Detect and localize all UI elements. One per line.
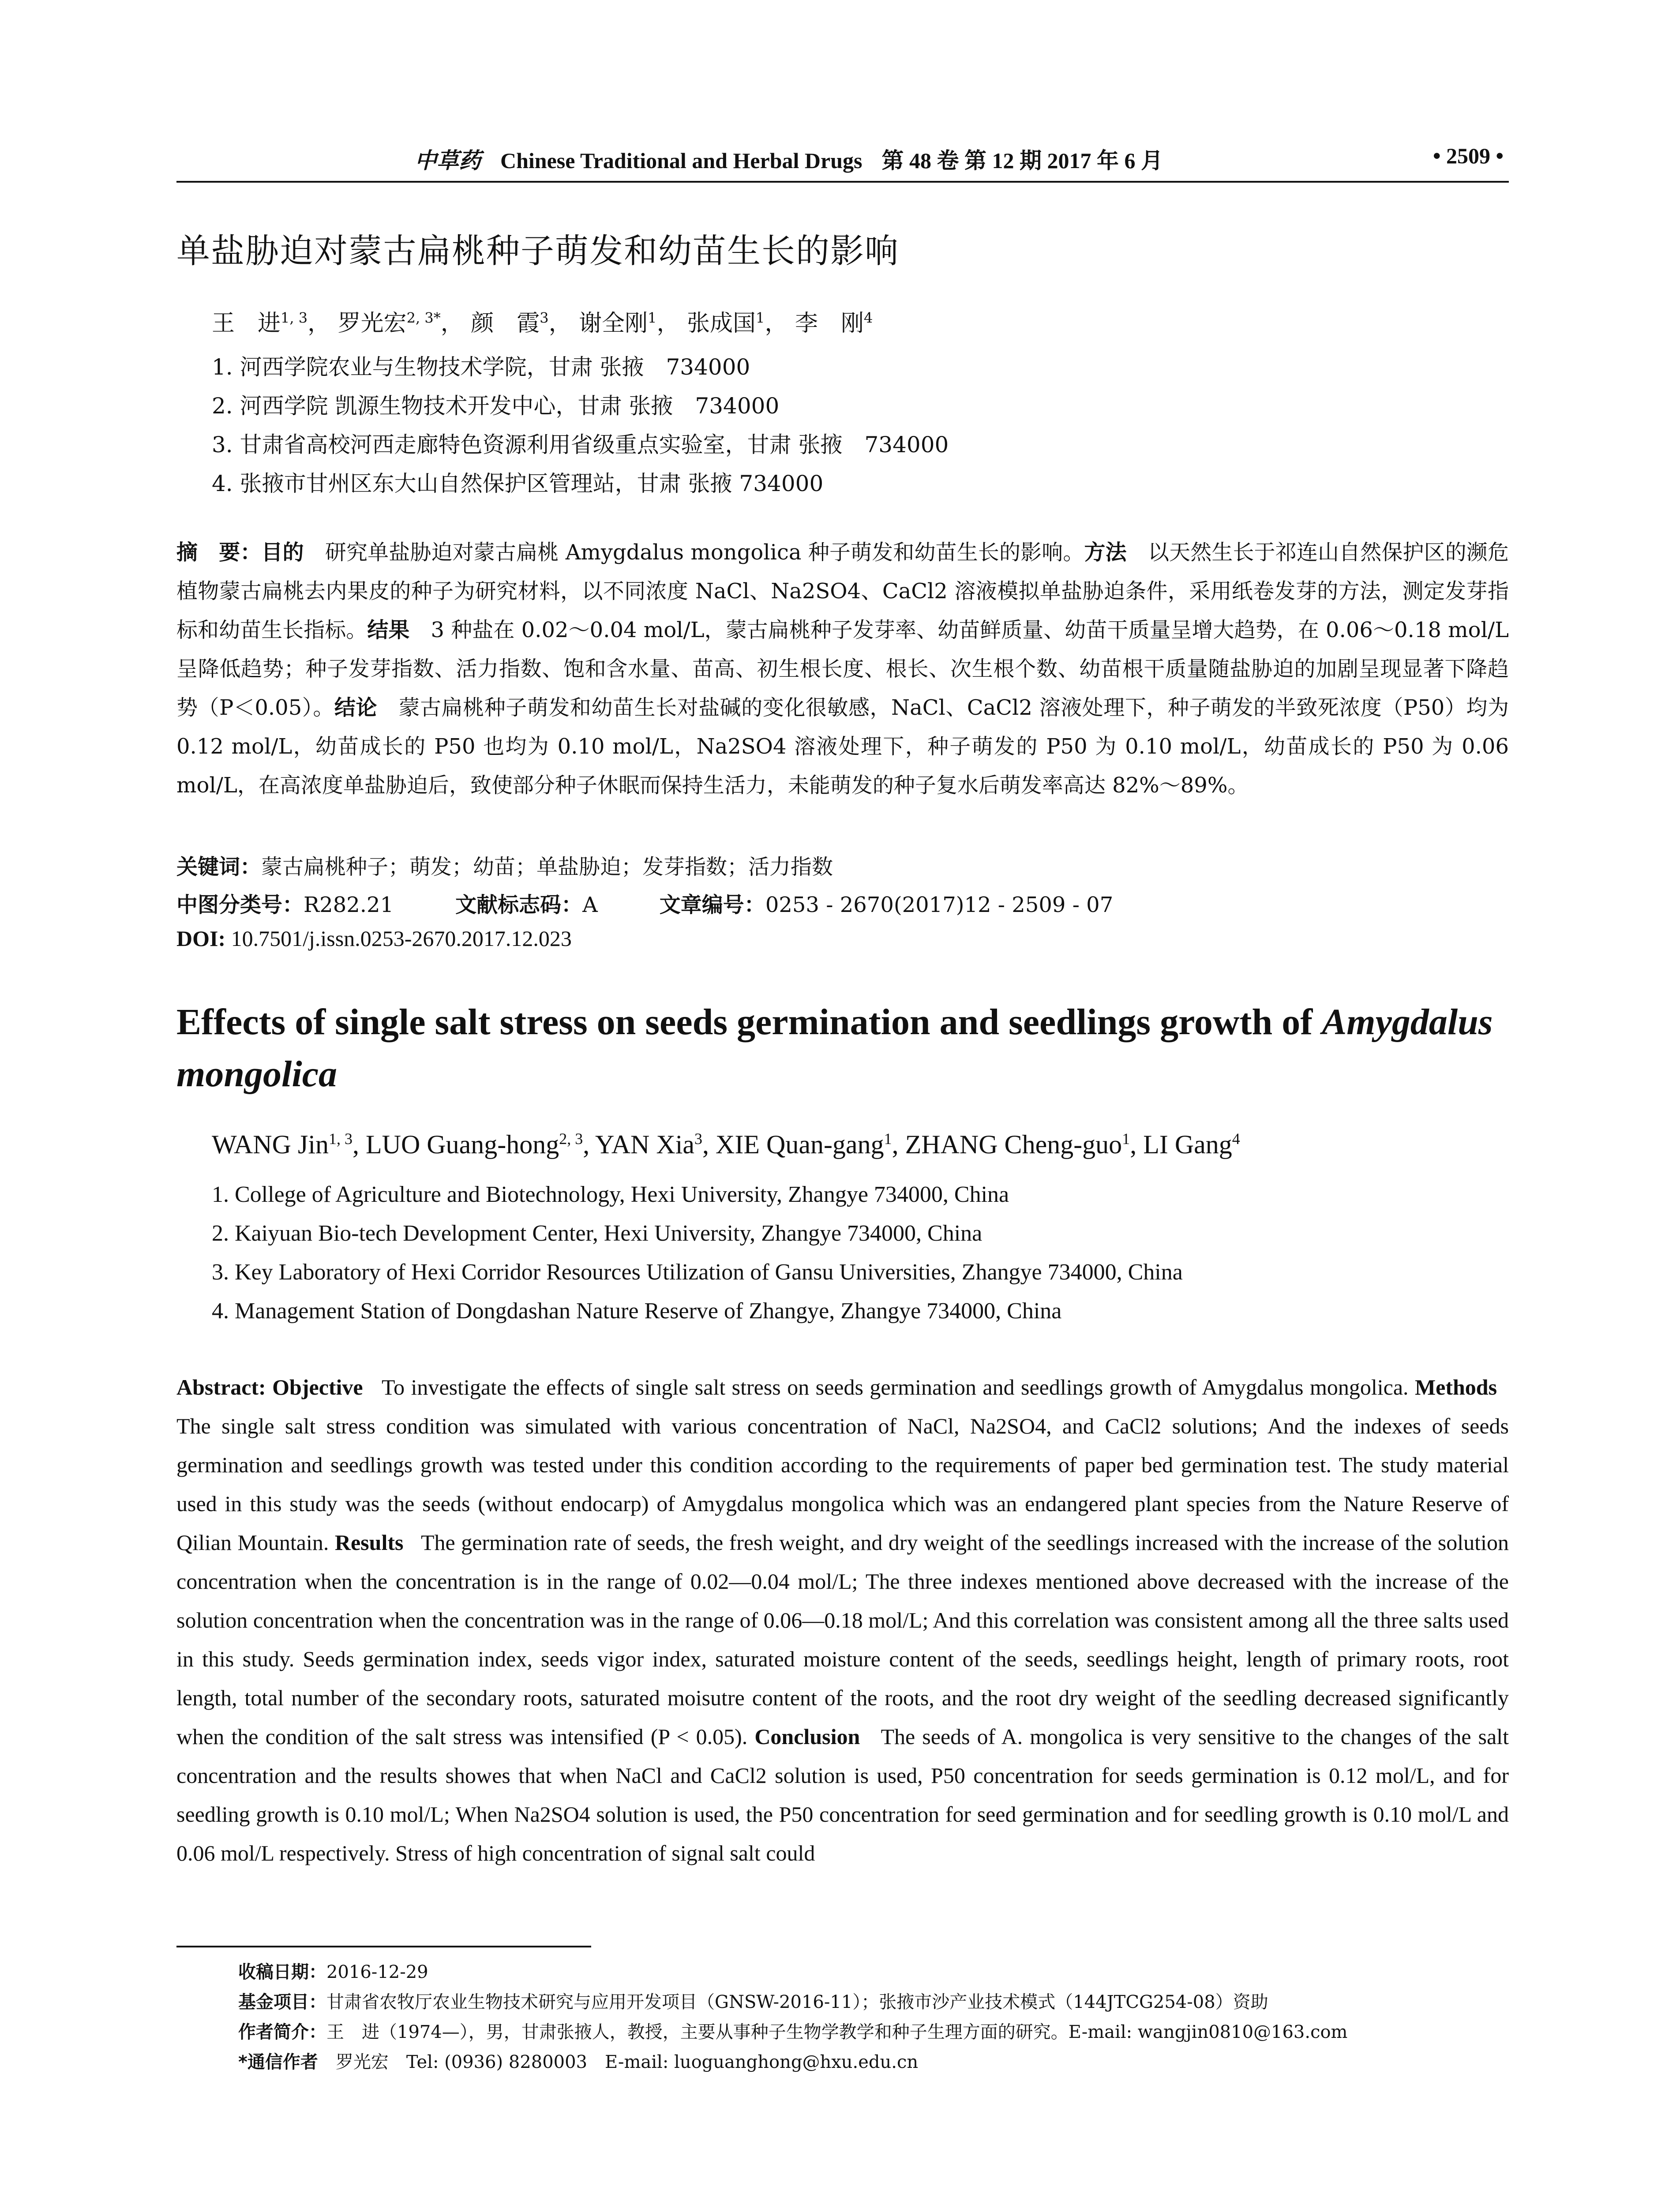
author-cn: 罗光宏 (338, 310, 407, 337)
footnote-label: 基金项目： (238, 1992, 326, 2012)
title-en (176, 996, 1509, 1100)
results-en: The germination rate of seeds, the fresh weight, and dry weight of the seedlings increased with the increase of the solution concentration when the concentration is in the range of 0.02—0.04 mol/L; The three indexes mentioned above decreased with the increase of the solution concentration when the concentration was in the range of 0.06—0.18 mol/L; And this correlation was consistent among all the three salts used in this study. Seeds germination index, seeds vigor index, saturated moisture content of the seeds, seedlings height, length of primary roots, root length, total number of the secondary roots, saturated moisutre content of the roots, and the root dry weight of the seedling decreased significantly when the condition of the salt stress was intensified (P < 0.05). (176, 1530, 1509, 1749)
journal-name-en: Chinese Traditional and Herbal Drugs (500, 148, 862, 173)
footnote-text: 2016-12-29 (326, 1962, 428, 1982)
doc-code-label: 文献标志码： (455, 893, 583, 917)
author-cn: 颜 霞 (471, 310, 540, 337)
author-affil-cn: 2, 3* (406, 309, 441, 326)
author-affil-en: 1, 3 (329, 1130, 352, 1148)
objective-en: To investigate the effects of single salt stress on seeds germination and seedlings growth of Amygdalus mongolica. (382, 1375, 1409, 1399)
footnote-label: *通信作者 (238, 2052, 318, 2072)
footnote-label: 收稿日期： (238, 1962, 326, 1982)
author-cn: 王 进 (212, 310, 281, 337)
clc-label: 中图分类号： (176, 893, 304, 917)
footnote-text: 王 进（1974—），男，甘肃张掖人，教授，主要从事种子生物学教学和种子生理方面的研究。E-mail: wangjin0810@163.com (326, 2022, 1348, 2042)
author-en: YAN Xia (595, 1130, 695, 1159)
abstract-label-cn: 摘 要： (176, 540, 262, 565)
affiliation-cn: 2. 河西学院 凯源生物技术开发中心，甘肃 张掖 734000 (212, 393, 780, 419)
classification-line (176, 888, 1113, 918)
footnote-received (238, 1958, 428, 1983)
footnote-text: 甘肃省农牧厅农业生物技术研究与应用开发项目（GNSW-2016-11）；张掖市沙产业技术模式（144JTCG254-08）资助 (326, 1992, 1268, 2012)
results-label-en: Results (334, 1530, 404, 1555)
clc-value: R282.21 (304, 893, 394, 917)
issue-info: 第 48 卷 第 12 期 2017 年 6 月 (881, 148, 1163, 173)
doc-code-value: A (582, 893, 598, 917)
journal-info (415, 143, 1163, 175)
author-affil-en: 4 (1232, 1130, 1240, 1148)
author-affil-en: 1 (884, 1130, 892, 1148)
abstract-label-en: Abstract: (176, 1375, 266, 1399)
objective-cn: 研究单盐胁迫对蒙古扁桃 Amygdalus mongolica 种子萌发和幼苗生长的影响。 (325, 540, 1084, 565)
affiliation-en: 4. Management Station of Dongdashan Nature Reserve of Zhangye, Zhangye 734000, China (212, 1298, 1062, 1324)
footnote-text: 罗光宏 Tel: (0936) 8280003 E-mail: luoguanghong@hxu.edu.cn (335, 2052, 919, 2072)
doi-label: DOI: (176, 926, 226, 951)
author-cn: 谢全刚 (579, 310, 648, 337)
doi-value: 10.7501/j.issn.0253-2670.2017.12.023 (231, 926, 572, 951)
methods-label-en: Methods (1414, 1375, 1497, 1399)
affiliation-cn: 4. 张掖市甘州区东大山自然保护区管理站，甘肃 张掖 734000 (212, 471, 824, 496)
footnote-author-bio (238, 2018, 1348, 2043)
author-affil-cn: 3 (540, 309, 549, 326)
article-id-value: 0253 - 2670(2017)12 - 2509 - 07 (765, 893, 1114, 917)
title-cn: 单盐胁迫对蒙古扁桃种子萌发和幼苗生长的影响 (176, 231, 899, 270)
author-affil-en: 1 (1122, 1130, 1130, 1148)
title-en-main: Effects of single salt stress on seeds germination and seedlings growth of (176, 1002, 1322, 1043)
conclusion-cn: 蒙古扁桃种子萌发和幼苗生长对盐碱的变化很敏感，NaCl、CaCl2 溶液处理下，种子萌发的半致死浓度（P50）均为 0.12 mol/L，幼苗成长的 P50 也均为 0.10 mol/L，Na2SO4 溶液处理下，种子萌发的 P50 为 0.10 mol/L，幼苗成长的 P50 为 0.06 mol/L，在高浓度单盐胁迫后，致使部分种子休眠而保持生活力，未能萌发的种子复水后萌发率高达 82%～89%。 (176, 695, 1509, 798)
footnote-rule (176, 1946, 591, 1947)
article-id-label: 文章编号： (659, 893, 765, 917)
conclusion-en: The seeds of A. mongolica is very sensitive to the changes of the salt concentration and the results showes that when NaCl and CaCl2 solution is used, P50 concentration for seeds germination is 0.12 mol/L, and for seedling growth is 0.10 mol/L; When Na2SO4 solution is used, the P50 concentration for seed germination and for seedling growth is 0.10 mol/L and 0.06 mol/L respectively. Stress of high concentration of signal salt could (176, 1724, 1509, 1865)
affiliation-cn: 3. 甘肃省高校河西走廊特色资源利用省级重点实验室，甘肃 张掖 734000 (212, 432, 949, 458)
author-en: LUO Guang-hong (366, 1130, 559, 1159)
conclusion-label-cn: 结论 (334, 695, 377, 720)
affiliation-cn: 1. 河西学院农业与生物技术学院，甘肃 张掖 734000 (212, 354, 750, 380)
doi-line (176, 926, 572, 951)
author-affil-en: 3 (694, 1130, 703, 1148)
author-en: LI Gang (1143, 1130, 1232, 1159)
author-en: WANG Jin (212, 1130, 329, 1159)
methods-cn: 以天然生长于祁连山自然保护区的濒危植物蒙古扁桃去内果皮的种子为研究材料，以不同浓度 NaCl、Na2SO4、CaCl2 溶液模拟单盐胁迫条件，采用纸卷发芽的方法，测定发芽指标和幼苗生长指标。 (176, 540, 1509, 642)
author-en: ZHANG Cheng-guo (905, 1130, 1122, 1159)
footnote-corresponding (238, 2048, 918, 2073)
page-number: • 2509 • (1432, 143, 1504, 168)
keywords-cn (176, 850, 833, 880)
affiliation-en: 1. College of Agriculture and Biotechnology, Hexi University, Zhangye 734000, China (212, 1182, 1009, 1207)
keywords-text-cn: 蒙古扁桃种子；萌发；幼苗；单盐胁迫；发芽指数；活力指数 (261, 855, 833, 879)
methods-label-cn: 方法 (1084, 540, 1127, 565)
methods-en: The single salt stress condition was simulated with various concentration of NaCl, Na2SO4, and CaCl2 solutions; And the indexes of seeds germination and seedlings growth was tested under this condition according to the requirements of paper bed germination test. The study material used in this study was the seeds (without endocarp) of Amygdalus mongolica which was an endangered plant species from the Nature Reserve of Qilian Mountain. (176, 1414, 1509, 1555)
author-cn: 张成国 (687, 310, 756, 337)
keywords-label-cn: 关键词： (176, 855, 262, 879)
authors-en: WANG Jin$^{1, 3}$, LUO Guang-hong$^{2, 3}$, YAN Xia$^3$, XIE Quan-gang$^1$, ZHANG Cheng-guo$^1$, LI Gang$^4$ (212, 1130, 1240, 1159)
objective-label-en: Objective (272, 1375, 363, 1399)
footnote-funding (238, 1988, 1268, 2013)
results-label-cn: 结果 (367, 618, 410, 642)
abstract-en (176, 1368, 1509, 1872)
conclusion-label-en: Conclusion (754, 1724, 860, 1749)
author-affil-cn: 4 (863, 309, 873, 326)
footnote-label: 作者简介： (238, 2022, 326, 2042)
author-cn: 李 刚 (795, 310, 864, 337)
results-cn: 3 种盐在 0.02～0.04 mol/L，蒙古扁桃种子发芽率、幼苗鲜质量、幼苗干质量呈增大趋势，在 0.06～0.18 mol/L 呈降低趋势；种子发芽指数、活力指数、饱和含水量、苗高、初生根长度、根长、次生根个数、幼苗根干质量随盐胁迫的加剧呈现显著下降趋势（P＜0.05）。 (176, 618, 1509, 720)
author-affil-cn: 1, 3 (281, 309, 308, 326)
authors-cn: 王 进$^{1, 3}$， 罗光宏$^{2, 3*}$， 颜 霞$^3$， 谢全刚$^1$， 张成国$^1$， 李 刚$^4$ (212, 309, 873, 337)
author-affil-en: 2, 3 (559, 1130, 583, 1148)
objective-label-cn: 目的 (261, 540, 304, 565)
affiliation-en: 2. Kaiyuan Bio-tech Development Center, Hexi University, Zhangye 734000, China (212, 1221, 982, 1246)
abstract-cn (176, 533, 1509, 805)
author-en: XIE Quan-gang (716, 1130, 884, 1159)
affiliation-en: 3. Key Laboratory of Hexi Corridor Resources Utilization of Gansu Universities, Zhangye 734000, China (212, 1260, 1183, 1285)
author-affil-cn: 1 (756, 309, 765, 326)
journal-name-cn: 中草药 (415, 147, 481, 173)
title-en-species: Amygdalus mongolica (176, 1002, 1493, 1095)
running-header (176, 140, 1509, 183)
author-affil-cn: 1 (648, 309, 657, 326)
